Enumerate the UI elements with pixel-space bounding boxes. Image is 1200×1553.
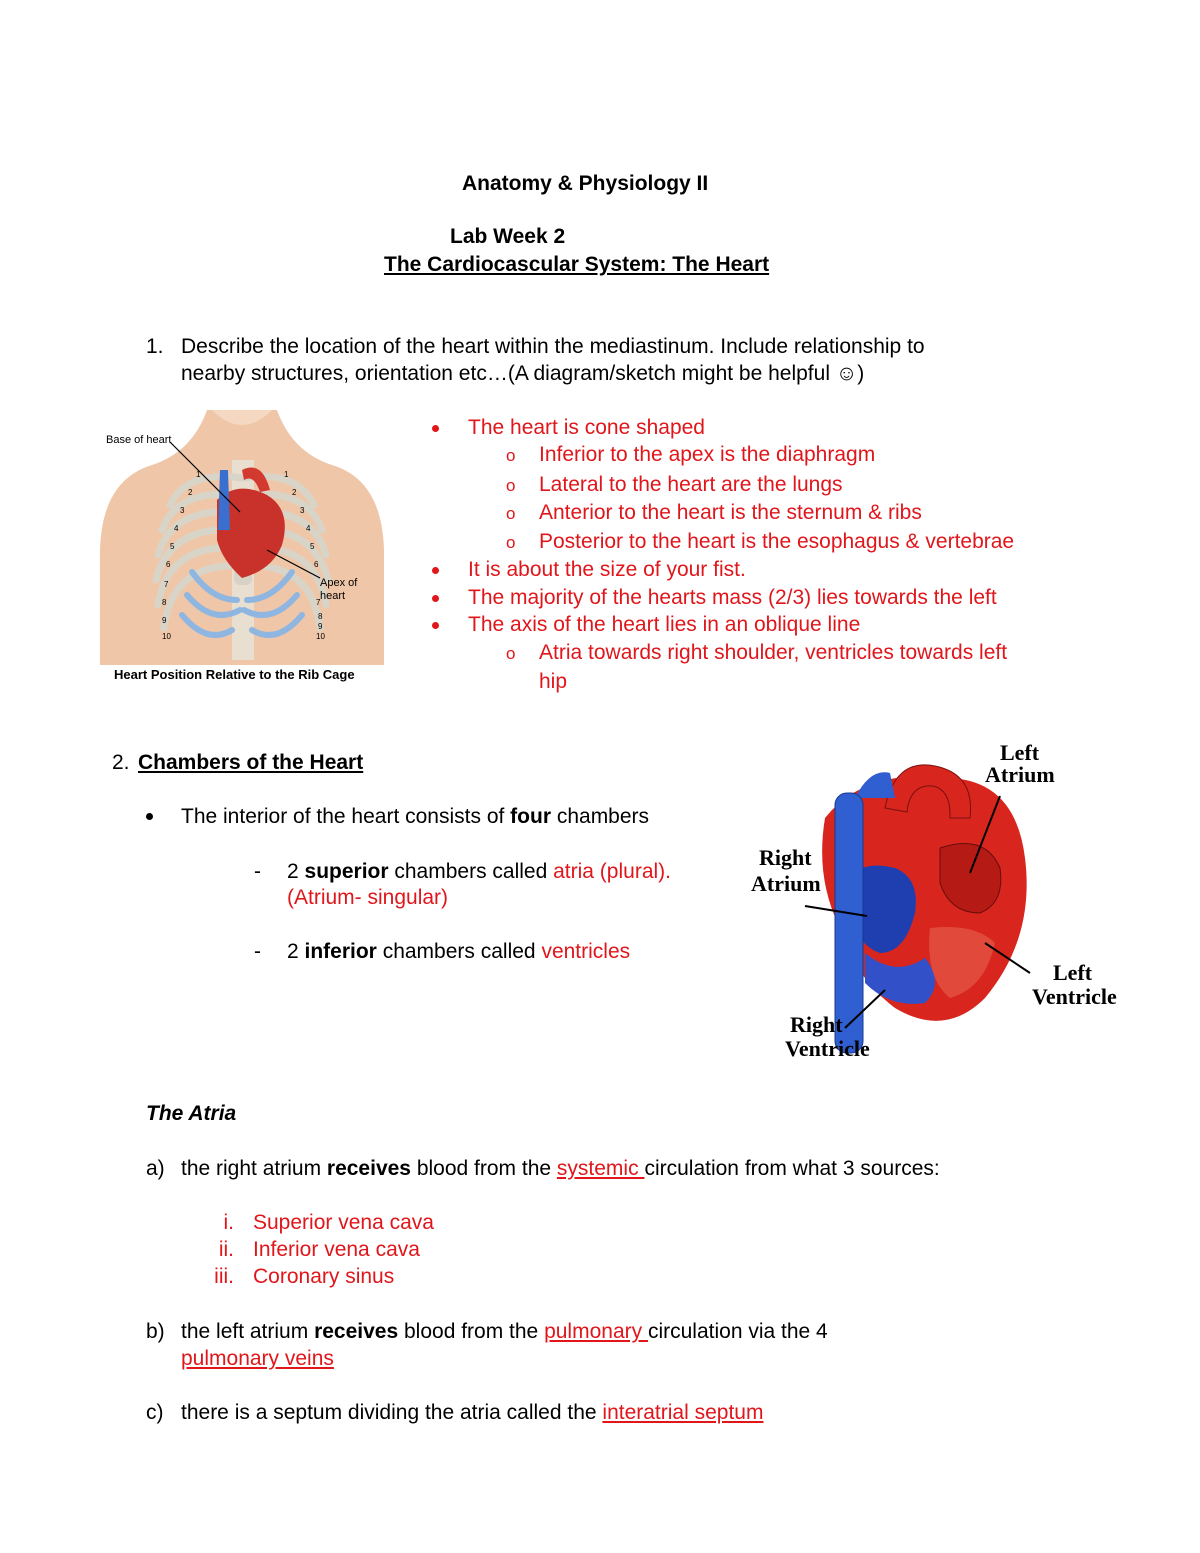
rib-number: 10 [162,632,171,641]
sub-bullet-icon: o [506,504,516,523]
b-answer: pulmonary [544,1320,648,1343]
superior-mid: chambers called [388,860,554,883]
rib-number: 9 [162,616,167,625]
c-pre: there is a septum dividing the atria called the [181,1401,603,1424]
rib-number: 3 [180,506,185,515]
label-base-of-heart: Base of heart [106,434,172,446]
item-a-text [181,1157,940,1181]
b-pre: the left atrium [181,1320,315,1343]
interior-post: chambers [551,805,650,828]
bullet-icon [432,425,439,432]
rib-number: 4 [174,524,179,533]
q1-number: 1. [146,335,164,358]
rib-number: 5 [310,542,315,551]
rib-cage-caption: Heart Position Relative to the Rib Cage [114,667,355,682]
q2-number: 2. [112,751,130,774]
heart-chambers-figure [745,738,1140,1068]
c-answer: interatrial septum [602,1401,764,1424]
sub-bullet-icon: o [506,533,516,552]
inferior-line [287,940,630,964]
atrium-singular: (Atrium- singular) [287,886,449,909]
source-num: i. [223,1211,234,1234]
bullet-icon [432,567,439,574]
interior-pre: The interior of the heart consists of [181,805,511,828]
inferior-answer: ventricles [541,940,631,963]
dash-marker: - [254,940,261,963]
label-right-atrium-2: Atrium [751,871,821,896]
lab-week: Lab Week 2 [450,225,566,248]
item-c-text [181,1401,763,1425]
rib-number: 6 [166,560,171,569]
inferior-bold: inferior [304,940,377,963]
sub-bullet-icon: o [506,476,516,495]
label-apex-line1: Apex of [320,577,358,589]
bullet-icon [146,813,153,820]
rib-number: 1 [284,470,289,479]
superior-answer: atria (plural). [553,860,671,883]
atria-heading: The Atria [146,1102,237,1125]
bullet-icon [432,622,439,629]
item-b-text [181,1320,828,1344]
superior-num: 2 [287,860,305,883]
rib-number: 9 [318,622,323,631]
label-right-ventricle-2: Ventricle [785,1036,870,1061]
source-text: Coronary sinus [253,1265,395,1288]
answer-size: It is about the size of your fist. [468,558,746,581]
answer-cone-shaped: The heart is cone shaped [468,416,705,439]
answer-sub: Inferior to the apex is the diaphragm [539,443,876,466]
source-num: ii. [218,1238,234,1261]
answer-sub: Lateral to the heart are the lungs [539,473,843,496]
answer-axis-sub-line2: hip [539,670,568,693]
source-text: Inferior vena cava [253,1238,420,1261]
answer-axis: The axis of the heart lies in an oblique line [468,613,861,636]
rib-cage-figure [92,400,392,690]
label-left-atrium-2: Atrium [985,762,1055,787]
rib-number: 2 [292,488,297,497]
bullet-icon [432,595,439,602]
source-num: iii. [214,1265,234,1288]
rib-number: 5 [170,542,175,551]
label-left-ventricle-1: Left [1053,960,1093,985]
b-bold: receives [314,1320,399,1343]
answer-axis-sub-line1: Atria towards right shoulder, ventricles towards left [539,641,1008,664]
sub-bullet-icon: o [506,644,516,663]
item-b-label: b) [146,1320,165,1343]
b-post: circulation via the 4 [647,1320,828,1343]
a-pre: the right atrium [181,1157,327,1180]
rib-number: 7 [316,598,321,607]
rib-number: 3 [300,506,305,515]
answer-sub: Anterior to the heart is the sternum & ribs [539,501,922,524]
topic-title: The Cardiocascular System: The Heart [384,253,770,276]
course-title: Anatomy & Physiology II [462,172,709,195]
item-c-label: c) [146,1401,164,1424]
superior-line [287,860,671,884]
a-bold: receives [326,1157,411,1180]
b-mid: blood from the [398,1320,545,1343]
rib-number: 7 [164,580,169,589]
label-left-ventricle-2: Ventricle [1032,984,1117,1009]
a-answer: systemic [556,1157,645,1180]
a-post: circulation from what 3 sources: [644,1157,940,1180]
rib-number: 2 [188,488,193,497]
answer-mass: The majority of the hearts mass (2/3) lies towards the left [468,586,997,609]
interior-text [181,805,649,829]
q2-heading: Chambers of the Heart [138,751,364,774]
inferior-num: 2 [287,940,305,963]
q1-line2: nearby structures, orientation etc…(A diagram/sketch might be helpful ☺) [181,362,865,385]
rib-number: 1 [196,470,201,479]
sub-bullet-icon: o [506,446,516,465]
label-left-atrium-1: Left [1000,740,1040,765]
dash-marker: - [254,860,261,883]
item-a-label: a) [146,1157,165,1180]
inferior-mid: chambers called [376,940,542,963]
interior-bold: four [510,805,551,828]
rib-number: 10 [316,632,325,641]
label-right-ventricle-1: Right [790,1012,843,1037]
rib-number: 6 [314,560,319,569]
rib-number: 8 [318,612,323,621]
answer-sub: Posterior to the heart is the esophagus & vertebrae [539,530,1015,553]
rib-number: 8 [162,598,167,607]
source-text: Superior vena cava [253,1211,434,1234]
label-right-atrium-1: Right [759,845,812,870]
a-mid: blood from the [411,1157,557,1180]
superior-bold: superior [304,860,389,883]
rib-number: 4 [306,524,311,533]
b-answer-veins: pulmonary veins [181,1347,334,1370]
label-apex-line2: heart [320,590,346,602]
q1-line1: Describe the location of the heart within the mediastinum. Include relationship to [181,335,925,358]
